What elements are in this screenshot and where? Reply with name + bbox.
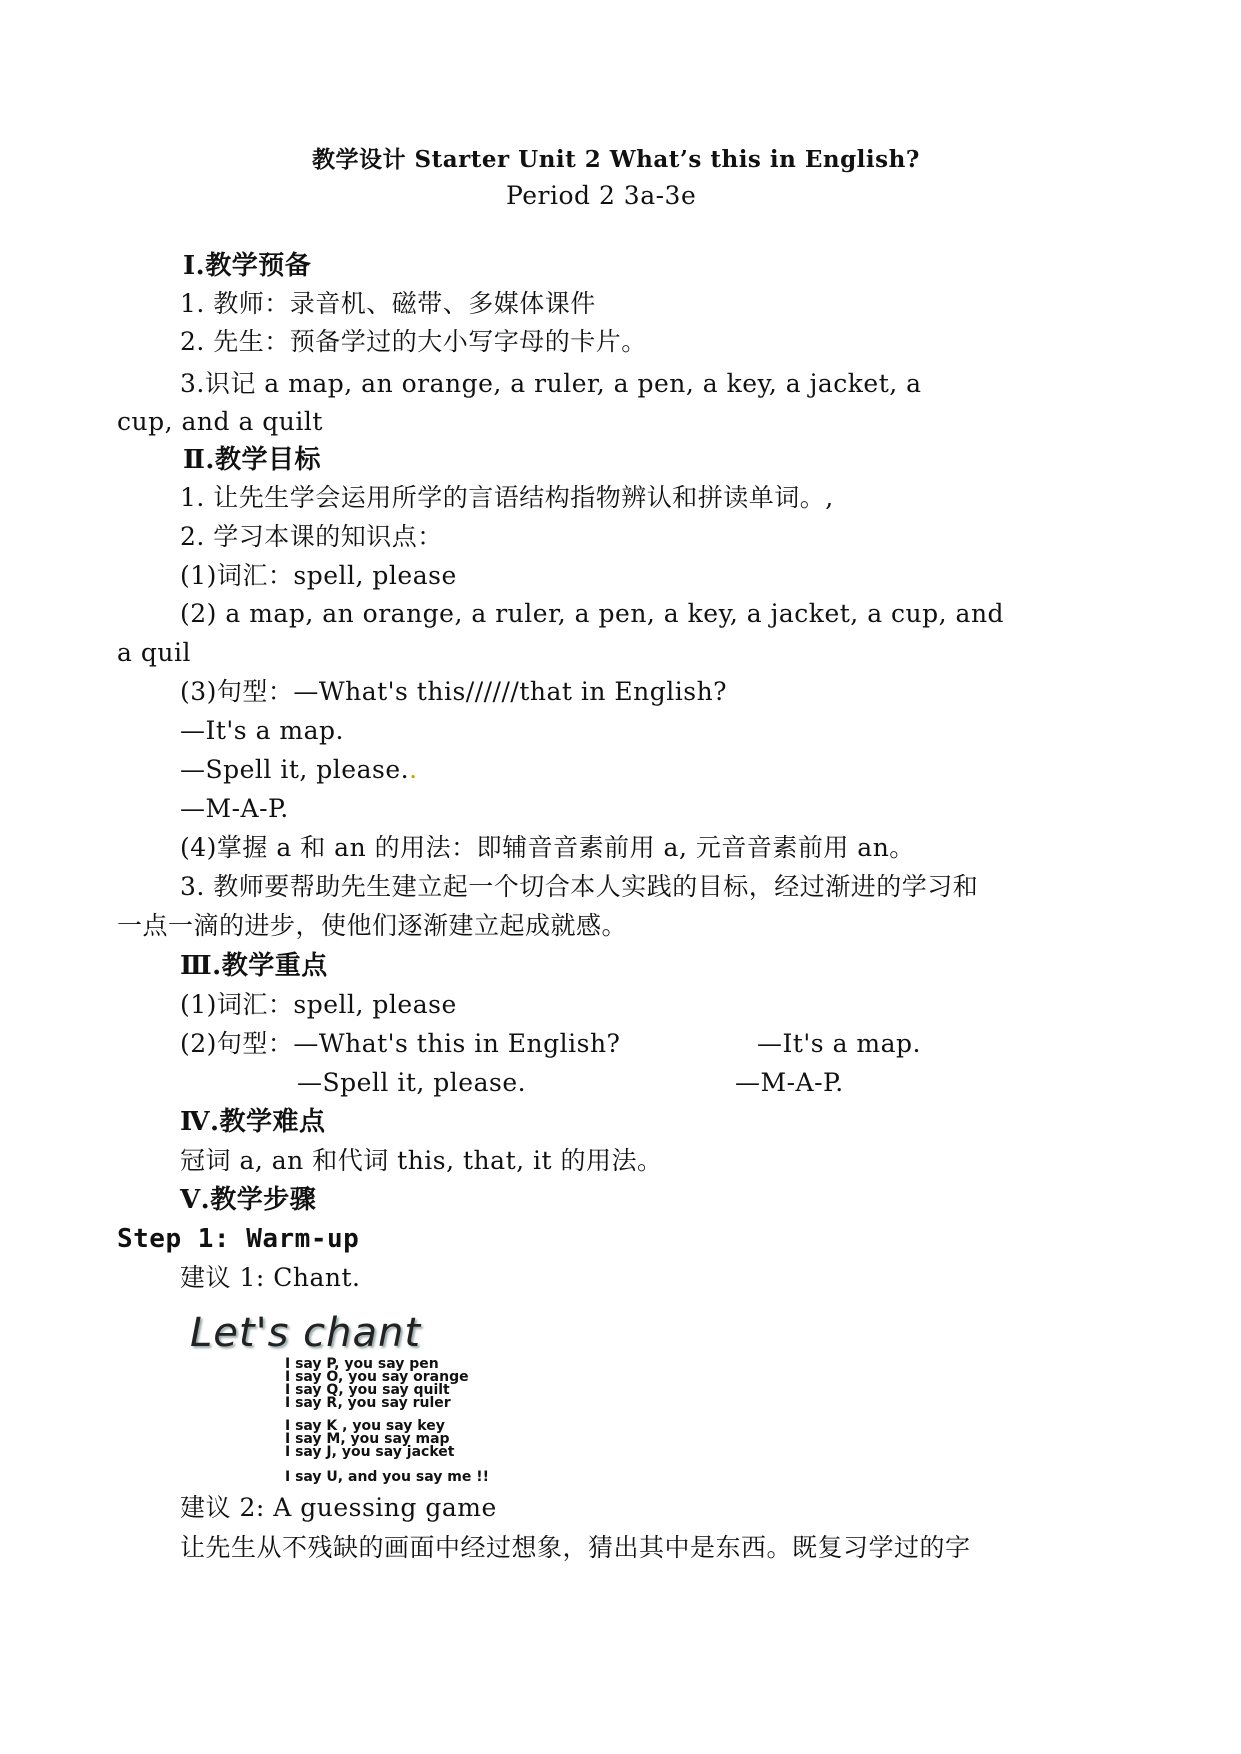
document-title: 教学设计 Starter Unit 2 What’s this in English? (312, 146, 920, 173)
chant-image (190, 1310, 590, 1494)
paragraph-line: 3.识记 a map, an orange, a ruler, a pen, a key, a jacket, a (180, 369, 922, 398)
paragraph-line: 一点一滴的进步，使他们逐渐建立起成就感。 (117, 911, 628, 940)
chant-line: I say O, you say orange (285, 1369, 469, 1385)
paragraph-line: (2) a map, an orange, a ruler, a pen, a key, a jacket, a cup, and (180, 599, 1005, 628)
chant-line: I say P, you say pen (285, 1356, 439, 1372)
paragraph-line: 冠词 a, an 和代词 this, that, it 的用法。 (180, 1146, 663, 1175)
section-heading-key-points: Ⅲ.教学重点 (180, 951, 328, 981)
chant-line: I say R, you say ruler (285, 1395, 451, 1411)
paragraph-line: (3)句型：—What's this//////that in English? (180, 677, 728, 706)
paragraph-line: —It's a map. (180, 716, 344, 745)
step-heading: Step 1: Warm-up (117, 1224, 360, 1254)
paragraph-line: 2. 学习本课的知识点： (180, 522, 443, 551)
section-heading-steps: Ⅴ.教学步骤 (180, 1185, 317, 1215)
dialogue-text: —Spell it, please. (180, 755, 410, 784)
paragraph-line: (4)掌握 a 和 an 的用法：即辅音音素前用 a, 元音音素前用 an。 (180, 833, 915, 862)
paragraph-line: 2. 先生：预备学过的大小写字母的卡片。 (180, 327, 647, 356)
paragraph-line: cup, and a quilt (117, 407, 323, 436)
paragraph-line: (1)词汇：spell, please (180, 990, 457, 1019)
chant-line: I say J, you say jacket (285, 1444, 455, 1460)
highlight-dot: . (409, 755, 418, 784)
paragraph-line: —M-A-P. (735, 1068, 844, 1097)
paragraph-line: —It's a map. (757, 1029, 921, 1058)
chant-title: Let's chant (190, 1310, 422, 1356)
paragraph-line: a quil (117, 638, 191, 667)
chant-line: I say M, you say map (285, 1431, 450, 1447)
paragraph-line: 建议 1: Chant. (180, 1263, 361, 1292)
paragraph-line: 让先生从不残缺的画面中经过想象，猜出其中是东西。既复习学过的字 (180, 1533, 971, 1562)
paragraph-line: 3. 教师要帮助先生建立起一个切合本人实践的目标，经过渐进的学习和 (180, 872, 979, 901)
paragraph-line: —M-A-P. (180, 794, 289, 823)
section-heading-objectives: Ⅱ.教学目标 (183, 445, 321, 475)
chant-line: I say U, and you say me !! (285, 1469, 489, 1485)
chant-line: I say Q, you say quilt (285, 1382, 450, 1398)
paragraph-line: (1)词汇：spell, please (180, 561, 457, 590)
chant-line: I say K , you say key (285, 1418, 445, 1434)
paragraph-line: 1. 让先生学会运用所学的言语结构指物辨认和拼读单词。, (180, 483, 834, 512)
paragraph-line: 建议 2: A guessing game (180, 1493, 497, 1522)
paragraph-line (180, 754, 418, 786)
paragraph-line: (2)句型：—What's this in English? (180, 1029, 621, 1058)
section-heading-difficulties: Ⅳ.教学难点 (180, 1107, 326, 1137)
paragraph-line: 1. 教师：录音机、磁带、多媒体课件 (180, 289, 596, 318)
section-heading-preparation: Ⅰ.教学预备 (183, 251, 312, 281)
paragraph-line: —Spell it, please. (297, 1068, 527, 1097)
document-subtitle: Period 2 3a-3e (506, 181, 697, 210)
